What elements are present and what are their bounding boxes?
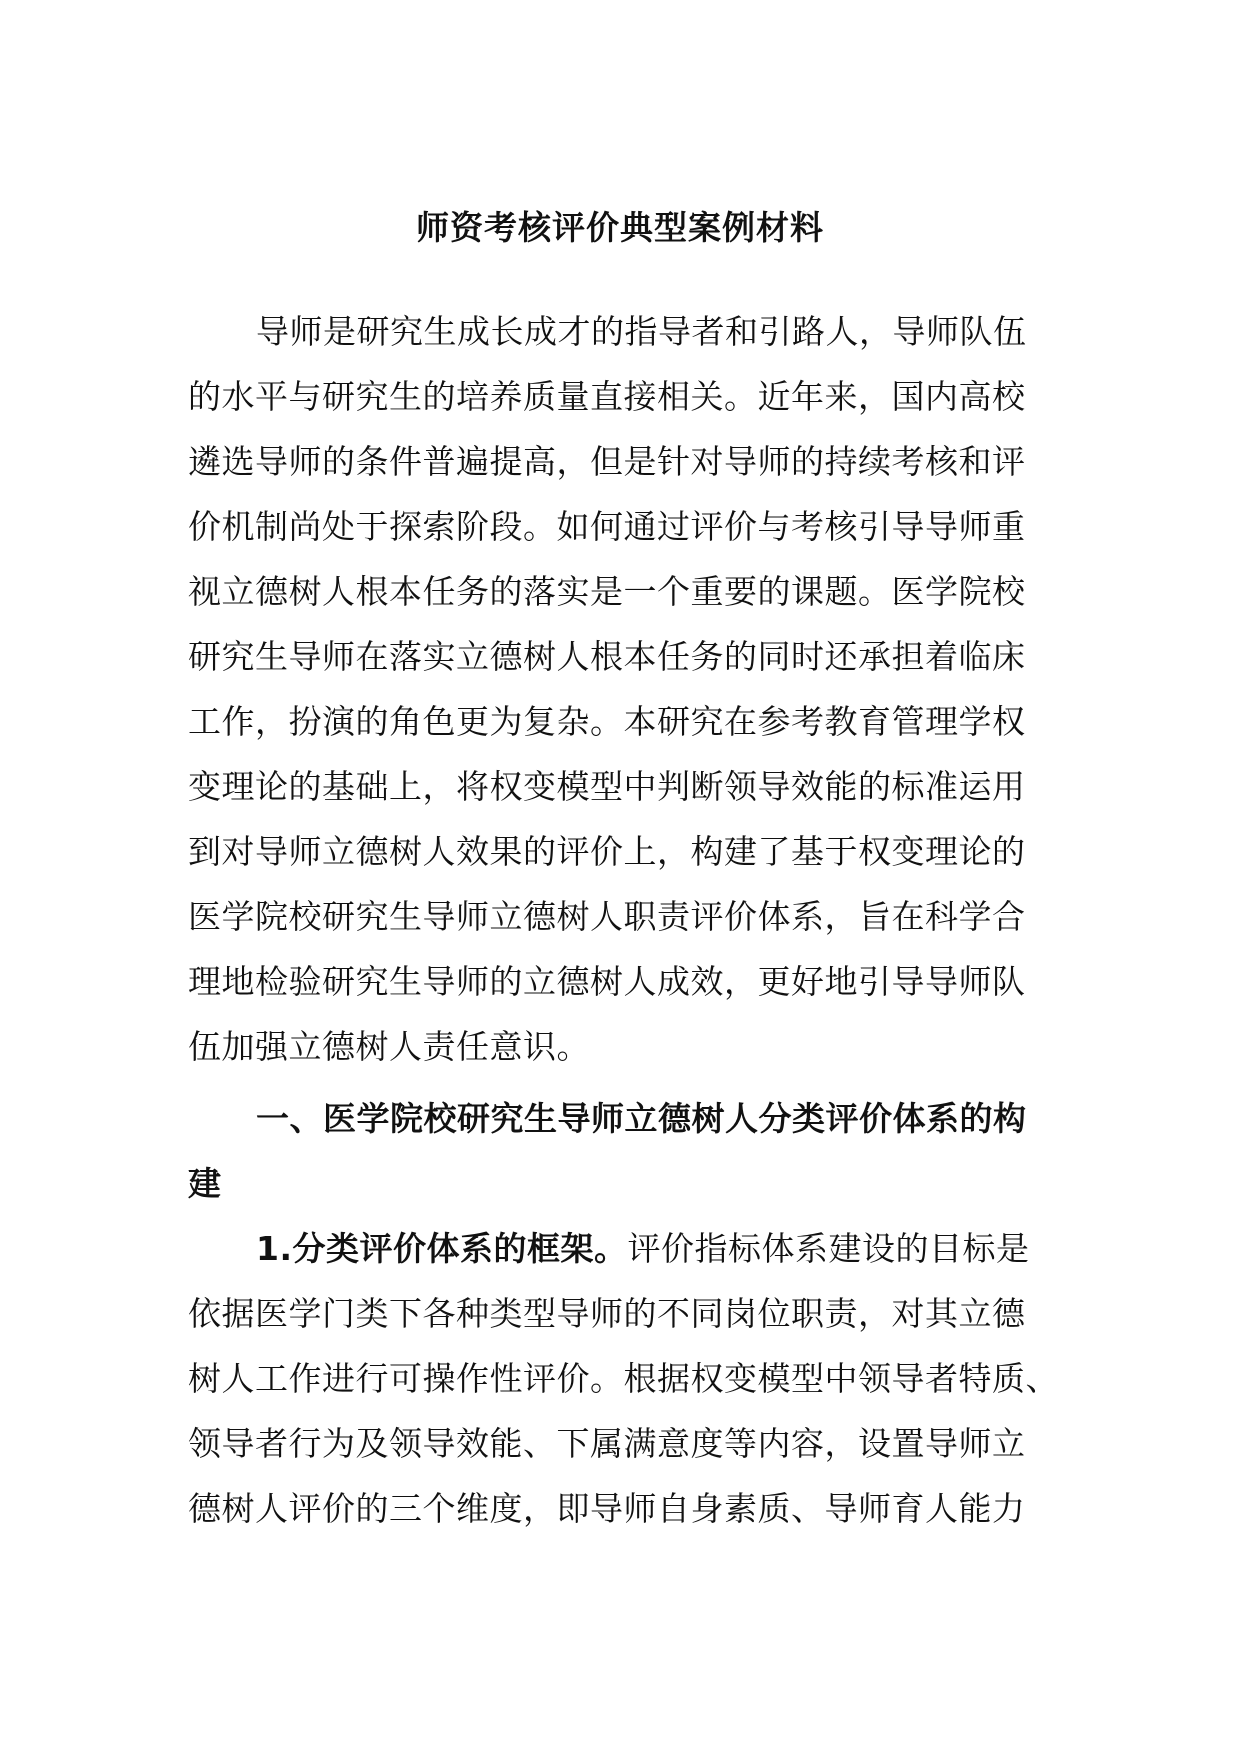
document-title: 师资考核评价典型案例材料 — [416, 208, 824, 247]
paragraph-line: 理地检验研究生导师的立德树人成效，更好地引导导师队 — [188, 962, 1026, 1001]
paragraph-line: 的水平与研究生的培养质量直接相关。近年来，国内高校 — [188, 377, 1026, 416]
subsection-paragraph — [188, 1216, 1058, 1541]
subsection-first-line — [188, 1216, 1058, 1281]
intro-paragraph — [188, 299, 1058, 1079]
section-heading — [188, 1086, 1058, 1216]
paragraph-line: 视立德树人根本任务的落实是一个重要的课题。医学院校 — [188, 572, 1026, 611]
paragraph-line: 树人工作进行可操作性评价。根据权变模型中领导者特质、 — [188, 1359, 1059, 1398]
subsection-first-line-text: 评价指标体系建设的目标是 — [627, 1229, 1030, 1268]
paragraph-line: 德树人评价的三个维度，即导师自身素质、导师育人能力 — [188, 1489, 1026, 1528]
paragraph-line: 工作，扮演的角色更为复杂。本研究在参考教育管理学权 — [188, 702, 1026, 741]
paragraph-line: 研究生导师在落实立德树人根本任务的同时还承担着临床 — [188, 637, 1026, 676]
paragraph-line: 变理论的基础上，将权变模型中判断领导效能的标准运用 — [188, 767, 1026, 806]
paragraph-line: 伍加强立德树人责任意识。 — [188, 1027, 590, 1066]
paragraph-line: 领导者行为及领导效能、下属满意度等内容，设置导师立 — [188, 1424, 1026, 1463]
heading-line: 一、医学院校研究生导师立德树人分类评价体系的构 — [256, 1099, 1027, 1138]
paragraph-line: 依据医学门类下各种类型导师的不同岗位职责，对其立德 — [188, 1294, 1026, 1333]
paragraph-line: 医学院校研究生导师立德树人职责评价体系，旨在科学合 — [188, 897, 1026, 936]
paragraph-line: 导师是研究生成长成才的指导者和引路人，导师队伍 — [256, 312, 1027, 351]
paragraph-line: 价机制尚处于探索阶段。如何通过评价与考核引导导师重 — [188, 507, 1026, 546]
paragraph-line: 到对导师立德树人效果的评价上，构建了基于权变理论的 — [188, 832, 1026, 871]
paragraph-line: 遴选导师的条件普遍提高，但是针对导师的持续考核和评 — [188, 442, 1026, 481]
subsection-label: 1.分类评价体系的框架。 — [256, 1229, 628, 1268]
heading-line: 建 — [188, 1164, 222, 1203]
